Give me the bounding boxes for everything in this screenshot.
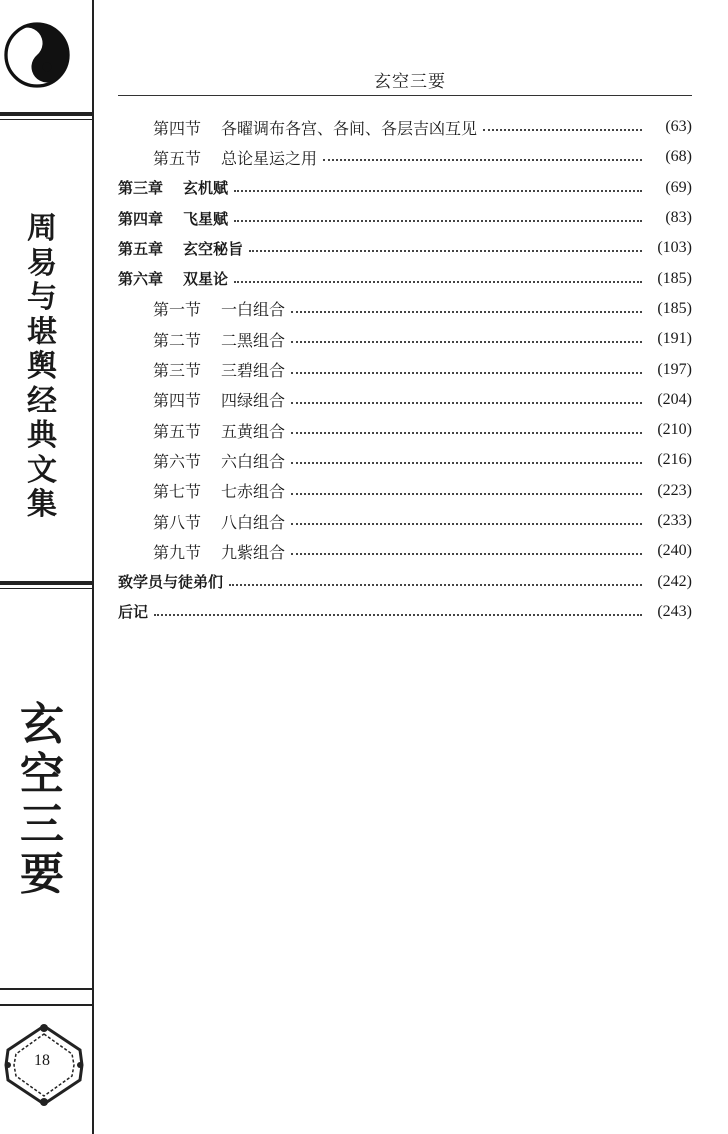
toc-entry-page: (103): [657, 239, 692, 257]
toc-leader-dots: [291, 462, 642, 464]
toc-entry-title: 四绿组合: [221, 391, 286, 411]
toc-entry-title: 一白组合: [221, 300, 286, 320]
page-number: 18: [34, 1052, 50, 1069]
series-char: 经: [27, 383, 57, 419]
toc-chapter-entry: [118, 173, 692, 203]
toc-entry-title: 玄空秘旨: [183, 239, 244, 258]
title-char: 空: [20, 749, 64, 800]
toc-entry-title: 六白组合: [221, 451, 286, 471]
spine-rule-middle-thin: [0, 588, 92, 589]
series-char: 文: [27, 452, 57, 488]
toc-entry-page: (185): [657, 269, 692, 287]
yin-yang-icon: [4, 22, 70, 88]
table-of-contents: [118, 112, 692, 627]
toc-entry-title: 二黑组合: [221, 330, 286, 350]
toc-entry-page: (233): [657, 512, 692, 529]
toc-entry-label: 第五章: [118, 239, 164, 258]
toc-chapter-entry: [118, 233, 692, 263]
toc-entry-label: 第一节: [153, 300, 202, 320]
title-char: 三: [20, 799, 64, 850]
toc-leader-dots: [234, 220, 642, 222]
toc-section-entry: [118, 506, 692, 536]
toc-leader-dots: [291, 493, 642, 495]
toc-entry-title: 三碧组合: [221, 361, 286, 381]
toc-entry-title: 八白组合: [221, 512, 286, 532]
toc-entry-title: 致学员与徒弟们: [118, 573, 224, 592]
toc-entry-page: (68): [665, 148, 692, 166]
toc-entry-label: 第五节: [153, 148, 202, 168]
toc-entry-page: (242): [657, 572, 692, 590]
toc-entry-label: 第五节: [153, 421, 202, 441]
spine-rule-bottom-thin: [0, 1004, 92, 1006]
toc-leader-dots: [154, 614, 642, 616]
toc-entry-page: (204): [657, 390, 692, 408]
series-char: 舆: [27, 349, 57, 384]
toc-leader-dots: [291, 553, 642, 555]
toc-leader-dots: [291, 432, 642, 434]
toc-leader-dots: [234, 190, 642, 192]
toc-chapter-entry: [118, 203, 692, 233]
toc-section-entry: [118, 476, 692, 506]
toc-entry-label: 第四章: [118, 209, 164, 228]
toc-entry-title: 各曜调布各宫、各间、各层吉凶互见: [221, 118, 478, 138]
toc-entry-page: (83): [665, 209, 692, 227]
toc-entry-title: 九紫组合: [221, 542, 286, 562]
toc-entry-title: 五黄组合: [221, 421, 286, 441]
book-title: [18, 700, 66, 900]
toc-entry-label: 第二节: [153, 330, 202, 350]
toc-entry-page: (240): [657, 542, 692, 560]
toc-leader-dots: [323, 159, 642, 161]
toc-section-entry: [118, 354, 692, 384]
toc-section-entry: [118, 112, 692, 142]
toc-section-entry: [118, 536, 692, 566]
spine-rule-top-thin: [0, 119, 92, 120]
toc-entry-title: 玄机赋: [183, 179, 229, 198]
header-rule: [118, 95, 692, 96]
toc-section-entry: [118, 294, 692, 324]
series-title: [22, 212, 62, 523]
toc-entry-title: 飞星赋: [183, 209, 229, 228]
toc-section-entry: [118, 445, 692, 475]
toc-entry-label: 第七节: [153, 482, 202, 502]
toc-leader-dots: [249, 250, 642, 252]
spine-rule-top: [0, 112, 92, 116]
running-header-title: 玄空三要: [374, 72, 446, 92]
toc-entry-page: (63): [665, 118, 692, 136]
series-char: 与: [27, 280, 57, 315]
toc-leader-dots: [291, 402, 642, 404]
toc-entry-page: (185): [657, 299, 692, 317]
toc-section-entry: [118, 385, 692, 415]
toc-entry-label: 第四节: [153, 118, 202, 138]
series-char: 典: [27, 418, 57, 453]
toc-leader-dots: [291, 523, 642, 525]
toc-entry-label: 第四节: [153, 391, 202, 411]
toc-entry-page: (223): [657, 481, 692, 499]
toc-entry-page: (216): [657, 451, 692, 469]
toc-section-entry: [118, 324, 692, 354]
toc-entry-page: (191): [657, 330, 692, 348]
toc-entry-label: 第六章: [118, 270, 164, 289]
toc-entry-label: 第六节: [153, 451, 202, 471]
toc-entry-page: (69): [665, 178, 692, 196]
toc-chapter-entry: [118, 263, 692, 293]
spine-rule-middle: [0, 581, 92, 585]
toc-leader-dots: [291, 372, 642, 374]
toc-entry-label: 第八节: [153, 512, 202, 532]
toc-entry-page: (243): [657, 602, 692, 620]
spine-rule-bottom: [0, 988, 92, 990]
toc-chapter-entry: [118, 566, 692, 596]
toc-leader-dots: [229, 584, 642, 586]
toc-entry-title: 双星论: [183, 270, 229, 289]
toc-entry-title: 总论星运之用: [221, 148, 318, 168]
toc-leader-dots: [291, 311, 642, 313]
toc-entry-label: 第九节: [153, 542, 202, 562]
toc-chapter-entry: [118, 597, 692, 627]
toc-entry-page: (210): [657, 421, 692, 439]
toc-entry-label: 第三章: [118, 179, 164, 198]
toc-leader-dots: [291, 341, 642, 343]
series-char: 堪: [27, 314, 57, 350]
toc-entry-label: 第三节: [153, 361, 202, 381]
series-char: 集: [27, 487, 57, 522]
left-spine: [0, 0, 94, 1134]
toc-entry-title: 后记: [118, 603, 149, 622]
toc-leader-dots: [234, 281, 642, 283]
toc-entry-page: (197): [657, 360, 692, 378]
title-char: 要: [20, 849, 64, 900]
series-char: 周: [27, 211, 57, 246]
toc-entry-title: 七赤组合: [221, 482, 286, 502]
title-char: 玄: [20, 699, 64, 750]
series-char: 易: [27, 245, 57, 281]
toc-leader-dots: [483, 129, 642, 131]
toc-section-entry: [118, 415, 692, 445]
toc-section-entry: [118, 142, 692, 172]
